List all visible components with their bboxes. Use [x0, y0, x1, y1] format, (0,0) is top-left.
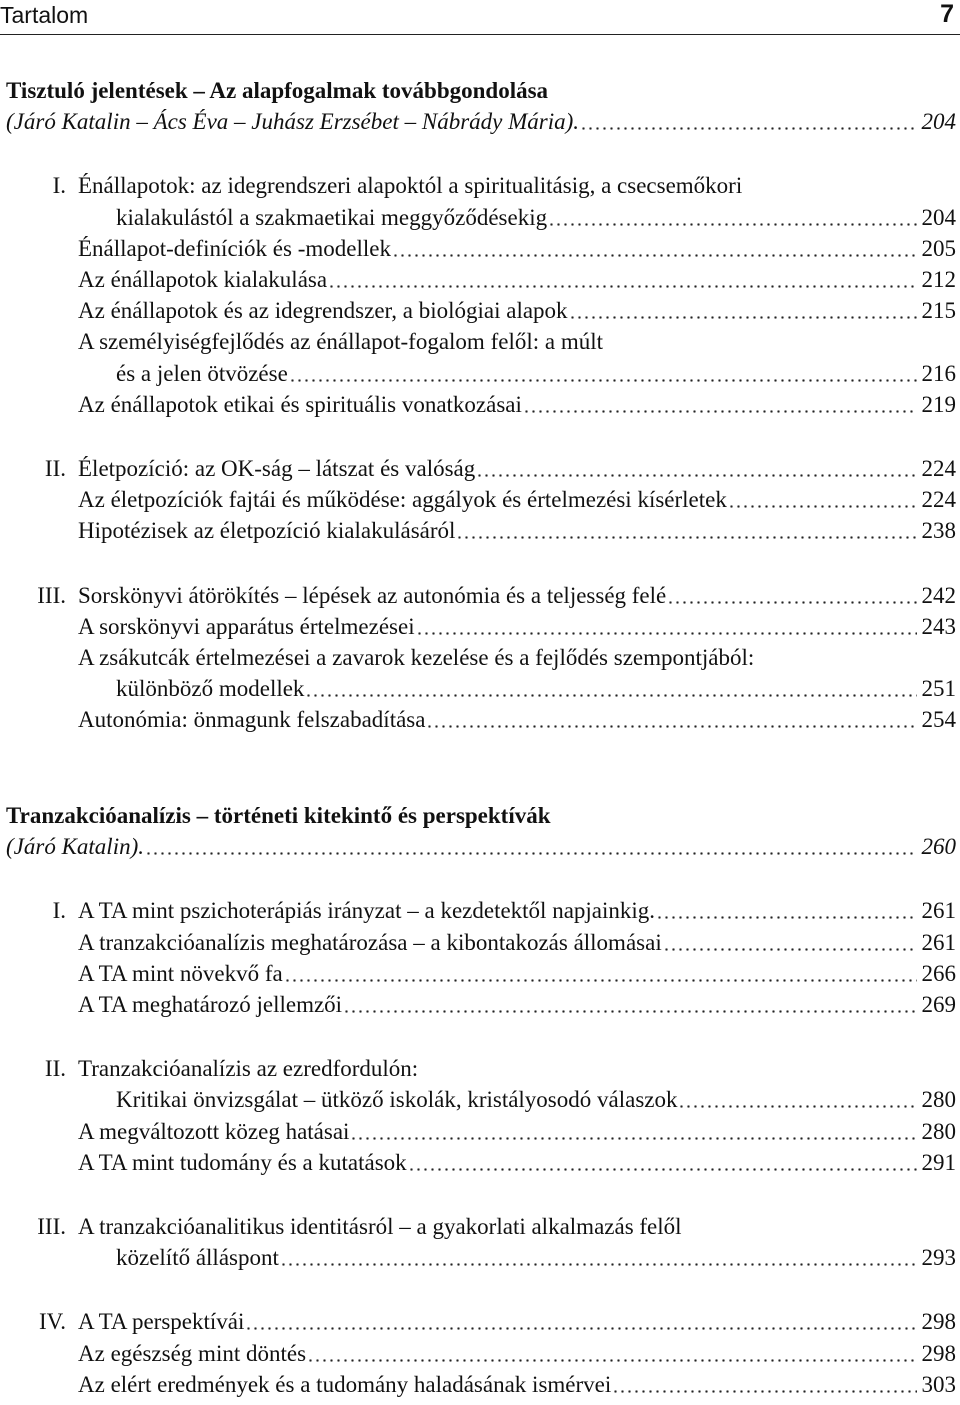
part-number: II.: [45, 453, 70, 485]
page-ref: 261: [919, 927, 957, 959]
toc-entry-text: Énállapotok: az idegrendszeri alapoktól a spiritualitásig, a csecsemőkori: [78, 170, 745, 202]
page-ref: 280: [919, 1116, 957, 1148]
page-ref: 293: [919, 1242, 957, 1274]
toc-entry-line: [0, 358, 956, 390]
section-heading-text: Tisztuló jelentések – Az alapfogalmak továbbgondolása: [6, 75, 551, 107]
toc-entry-line: [0, 989, 956, 1021]
toc-entry-line: [0, 295, 956, 327]
page-ref: 269: [919, 989, 957, 1021]
toc-entry-text: kialakulástól a szakmaetikai meggyőződésekig: [116, 202, 550, 234]
dot-leader: [569, 316, 917, 319]
toc-entry-line: [0, 895, 956, 927]
page-ref: 280: [919, 1084, 957, 1116]
toc-entry-line: [0, 1116, 956, 1148]
page-ref: 260: [919, 831, 957, 863]
page-ref: 298: [919, 1306, 957, 1338]
toc-entry-line: [0, 1242, 956, 1274]
section-authors-text: (Járó Katalin – Ács Éva – Juhász Erzsébet – Nábrády Mária).: [6, 106, 582, 138]
toc-entry-text: Az elért eredmények és a tudomány haladásának ismérvei: [78, 1369, 614, 1401]
dot-leader: [392, 254, 917, 257]
toc-entry-line: [0, 233, 956, 265]
toc-entry-text: A tranzakcióanalízis meghatározása – a kibontakozás állomásai: [78, 927, 665, 959]
dot-leader: [678, 1105, 917, 1108]
section-authors-text: (Járó Katalin).: [6, 831, 147, 863]
toc-entry-line: [0, 264, 956, 296]
dot-leader: [663, 948, 917, 951]
toc-entry-text: A TA perspektívái: [78, 1306, 247, 1338]
page-ref: 212: [919, 264, 957, 296]
running-title: Tartalom: [0, 2, 89, 28]
dot-leader: [416, 632, 917, 635]
part-number: II.: [45, 1053, 70, 1085]
part-number: I.: [53, 170, 70, 202]
dot-leader: [280, 1263, 917, 1266]
toc-entry-text: Autonómia: önmagunk felszabadítása: [78, 704, 428, 736]
page-ref: 261: [919, 895, 957, 927]
toc-entry-line: [0, 484, 956, 516]
page-ref: 224: [919, 453, 957, 485]
section-heading-text: Tranzakcióanalízis – történeti kitekintő és perspektívák: [6, 800, 554, 832]
toc-entry-text: A TA mint tudomány és a kutatások: [78, 1147, 410, 1179]
toc-entry-text: és a jelen ötvözése: [116, 358, 291, 390]
page-ref: 204: [919, 202, 957, 234]
toc-entry-text: Az énállapotok és az idegrendszer, a biológiai alapok: [78, 295, 571, 327]
page-ref: 251: [919, 673, 957, 705]
toc-entry-text: A megváltozott közeg hatásai: [78, 1116, 352, 1148]
part-number: III.: [37, 580, 70, 612]
toc-entry-text: Énállapot-definíciók és -modellek: [78, 233, 394, 265]
toc-entry-line: [0, 326, 956, 358]
page-ref: 204: [919, 106, 957, 138]
dot-leader: [245, 1327, 917, 1330]
toc-entry-text: Tranzakcióanalízis az ezredfordulón:: [78, 1053, 421, 1085]
toc-entry-text: különböző modellek: [116, 673, 307, 705]
toc-entry-text: A TA mint pszichoterápiás irányzat – a kezdetektől napjainkig.: [78, 895, 658, 927]
part-number: I.: [53, 895, 70, 927]
toc-entry-line: [0, 673, 956, 705]
toc-entry-line: [0, 704, 956, 736]
toc-entry-text: Életpozíció: az OK-ság – látszat és valóság: [78, 453, 478, 485]
toc-entry-line: [0, 927, 956, 959]
dot-leader: [523, 410, 917, 413]
page-ref: 254: [919, 704, 957, 736]
toc-entry-line: [0, 515, 956, 547]
page-ref: 242: [919, 580, 957, 612]
dot-leader: [656, 916, 917, 919]
page-ref: 298: [919, 1338, 957, 1370]
page-ref: 266: [919, 958, 957, 990]
dot-leader: [728, 505, 917, 508]
toc-entry-text: Hipotézisek az életpozíció kialakulásáról: [78, 515, 458, 547]
toc-entry-line: [0, 389, 956, 421]
toc-entry-text: közelítő álláspont: [116, 1242, 282, 1274]
toc-entry-line: [0, 453, 956, 485]
page-ref: 219: [919, 389, 957, 421]
toc-entry-text: Az egészség mint döntés: [78, 1338, 309, 1370]
toc-entry-line: [0, 1211, 956, 1243]
page-ref: 243: [919, 611, 957, 643]
page-ref: 238: [919, 515, 957, 547]
page-ref: 224: [919, 484, 957, 516]
dot-leader: [343, 1010, 917, 1013]
toc-entry-text: Az énállapotok etikai és spirituális vonatkozásai: [78, 389, 525, 421]
page-ref: 215: [919, 295, 957, 327]
part-number: III.: [37, 1211, 70, 1243]
toc-entry-text: A zsákutcák értelmezései a zavarok kezelése és a fejlődés szempontjából:: [78, 642, 757, 674]
toc-entry-text: Sorskönyvi átörökítés – lépések az autonómia és a teljesség felé: [78, 580, 669, 612]
section-heading: [0, 75, 956, 107]
toc-entry-line: [0, 202, 956, 234]
dot-leader: [580, 127, 917, 130]
dot-leader: [548, 223, 917, 226]
section-heading: [0, 800, 956, 832]
dot-leader: [307, 1359, 917, 1362]
dot-leader: [328, 285, 917, 288]
toc-entry-text: A TA mint növekvő fa: [78, 958, 286, 990]
page-ref: 216: [919, 358, 957, 390]
dot-leader: [612, 1390, 917, 1393]
toc-entry-text: A TA meghatározó jellemzői: [78, 989, 345, 1021]
toc-entry-line: [0, 642, 956, 674]
toc-entry-line: [0, 958, 956, 990]
section-authors: [0, 831, 956, 863]
dot-leader: [350, 1137, 917, 1140]
page-ref: 303: [919, 1369, 957, 1401]
toc-entry-text: Kritikai önvizsgálat – ütköző iskolák, kristályosodó válaszok: [116, 1084, 680, 1116]
page-number: 7: [940, 0, 954, 28]
toc-entry-text: A tranzakcióanalitikus identitásról – a gyakorlati alkalmazás felől: [78, 1211, 685, 1243]
dot-leader: [305, 694, 917, 697]
toc-entry-line: [0, 170, 956, 202]
toc-entry-line: [0, 1369, 956, 1401]
dot-leader: [667, 601, 917, 604]
toc-entry-text: Az életpozíciók fajtái és működése: aggályok és értelmezési kísérletek: [78, 484, 730, 516]
toc-entry-line: [0, 1053, 956, 1085]
page-ref: 205: [919, 233, 957, 265]
dot-leader: [289, 379, 917, 382]
toc-entry-line: [0, 580, 956, 612]
dot-leader: [145, 852, 917, 855]
dot-leader: [426, 725, 917, 728]
toc-entry-text: A személyiségfejlődés az énállapot-fogalom felől: a múlt: [78, 326, 606, 358]
part-number: IV.: [39, 1306, 70, 1338]
toc-entry-text: Az énállapotok kialakulása: [78, 264, 330, 296]
dot-leader: [476, 474, 917, 477]
page-ref: 291: [919, 1147, 957, 1179]
toc-entry-line: [0, 611, 956, 643]
toc-entry-line: [0, 1306, 956, 1338]
toc-entry-line: [0, 1147, 956, 1179]
toc-entry-text: A sorskönyvi apparátus értelmezései: [78, 611, 418, 643]
dot-leader: [284, 979, 917, 982]
dot-leader: [456, 536, 917, 539]
dot-leader: [408, 1168, 917, 1171]
section-authors: [0, 106, 956, 138]
toc-entry-line: [0, 1338, 956, 1370]
toc-entry-line: [0, 1084, 956, 1116]
